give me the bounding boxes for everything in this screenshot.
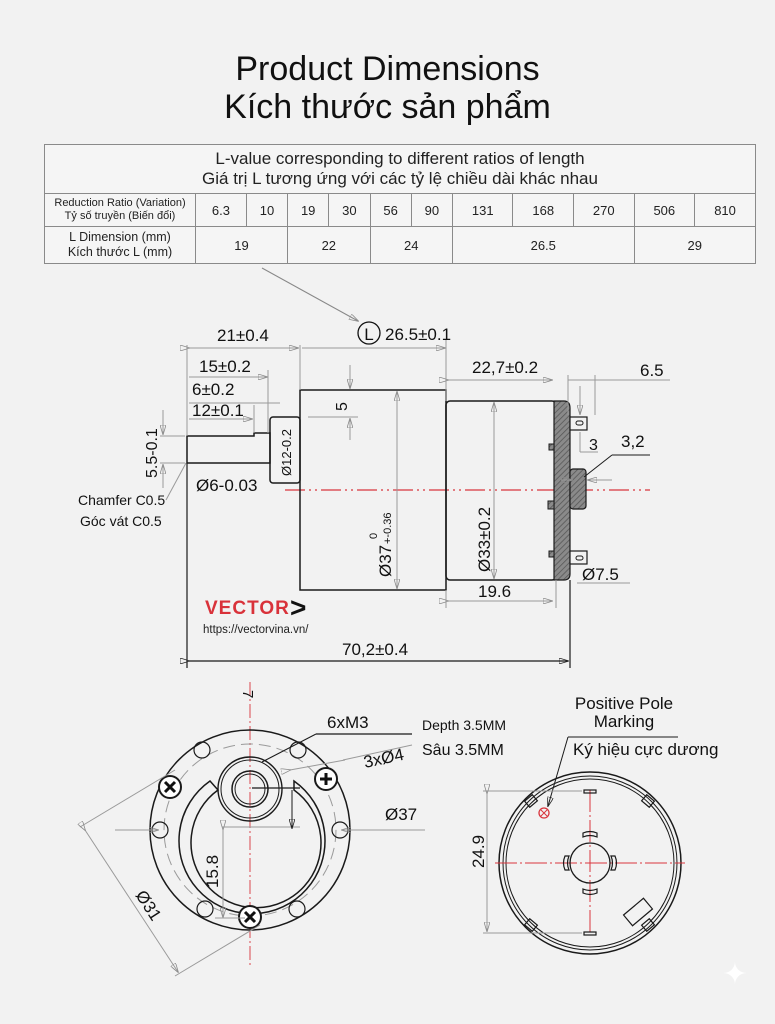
dimension-cell: 29: [634, 227, 755, 264]
ratio-cell: 168: [513, 194, 574, 227]
sparkle-icon: ✦: [722, 958, 748, 991]
table-caption-en: L-value corresponding to different ratios of length: [215, 149, 585, 168]
dimension-cell: 24: [370, 227, 452, 264]
dim-5: 5: [334, 402, 351, 411]
depth-label-vi: Sâu 3.5MM: [422, 742, 504, 759]
dim-d12: Ø12-0.2: [279, 429, 294, 476]
dim-d31: Ø31: [131, 886, 166, 925]
dim-21: 21±0.4: [217, 326, 269, 345]
l-symbol: L: [364, 325, 374, 344]
svg-text:0: 0: [368, 532, 380, 539]
dim-label-en: L Dimension (mm): [69, 230, 171, 244]
ratio-cell: 506: [634, 194, 695, 227]
ratio-cell: 56: [370, 194, 411, 227]
ratio-label-vi: Tỷ số truyền (Biến đổi): [64, 210, 176, 222]
brand-logo: VECTOR: [205, 598, 290, 619]
pole-label-vi: Ký hiệu cực dương: [573, 740, 719, 759]
ratio-cell: 270: [574, 194, 635, 227]
dim-7: 7: [239, 690, 256, 699]
dim-d7-5: Ø7.5: [582, 565, 619, 584]
chamfer-label-en: Chamfer C0.5: [78, 492, 166, 508]
dim-6-5: 6.5: [640, 361, 664, 380]
dim-19-6: 19.6: [478, 582, 512, 601]
dim-3: 3: [589, 437, 598, 454]
label-3xd4: 3xØ4: [361, 744, 406, 772]
front-view: [80, 682, 506, 976]
dim-d37-tol: [368, 513, 395, 578]
pole-label-en-2: Marking: [593, 712, 655, 731]
rear-boss: [570, 469, 586, 509]
ratio-cell: 131: [452, 194, 513, 227]
dim-22-7: 22,7±0.2: [472, 358, 539, 377]
dim-3-2: 3,2: [621, 432, 645, 451]
chamfer-label-vi: Góc vát C0.5: [80, 513, 162, 529]
svg-text:+-0.36: +-0.36: [382, 512, 394, 544]
brand-arrow-icon: >: [290, 592, 307, 623]
depth-label-en: Depth 3.5MM: [422, 717, 507, 733]
ratio-cell: 10: [246, 194, 287, 227]
end-cap: [554, 401, 570, 580]
page-title-vi: Kích thước sản phẩm: [224, 88, 551, 126]
pole-label-en-1: Positive Pole: [574, 694, 674, 713]
ratio-cell: 90: [411, 194, 452, 227]
dim-total-length: 70,2±0.4: [342, 640, 409, 659]
dim-d6: Ø6-0.03: [196, 476, 258, 495]
dim-12: 12±0.1: [192, 401, 244, 420]
ratio-cell: 30: [329, 194, 370, 227]
dim-6: 6±0.2: [192, 380, 235, 399]
ratio-cell: 19: [288, 194, 329, 227]
table-caption-vi: Giá trị L tương ứng với các tỷ lệ chiều dài khác nhau: [202, 169, 598, 188]
dim-5-5: 5.5-0.1: [144, 428, 161, 478]
terminal-top: [570, 417, 587, 430]
svg-text:Ø37: Ø37: [376, 544, 395, 577]
dim-15: 15±0.2: [199, 357, 251, 376]
dim-d33: Ø33±0.2: [475, 506, 494, 572]
terminal-bottom: [570, 551, 587, 564]
dimension-cell: 22: [288, 227, 370, 264]
page-title-en: Product Dimensions: [235, 50, 540, 88]
dim-24-9: 24.9: [469, 834, 488, 868]
dim-label-vi: Kích thước L (mm): [67, 245, 173, 259]
brand-url: https://vectorvina.vn/: [203, 624, 309, 636]
dimension-cell: 26.5: [452, 227, 634, 264]
c-slot: [179, 781, 325, 914]
leader-line: [262, 268, 358, 321]
dim-15-8: 15.8: [203, 854, 222, 888]
dimension-cell: 19: [196, 227, 288, 264]
rear-view: [469, 694, 718, 954]
dim-L: 26.5±0.1: [385, 325, 452, 344]
ratio-cell: 6.3: [196, 194, 247, 227]
side-view: [78, 322, 670, 668]
dim-d37-front: Ø37: [385, 805, 418, 824]
ratio-label-en: Reduction Ratio (Variation): [54, 197, 186, 209]
screw-icons: [159, 768, 337, 928]
ratio-cell: 810: [695, 194, 756, 227]
label-6xm3: 6xM3: [327, 713, 369, 732]
output-shaft: [187, 433, 270, 463]
